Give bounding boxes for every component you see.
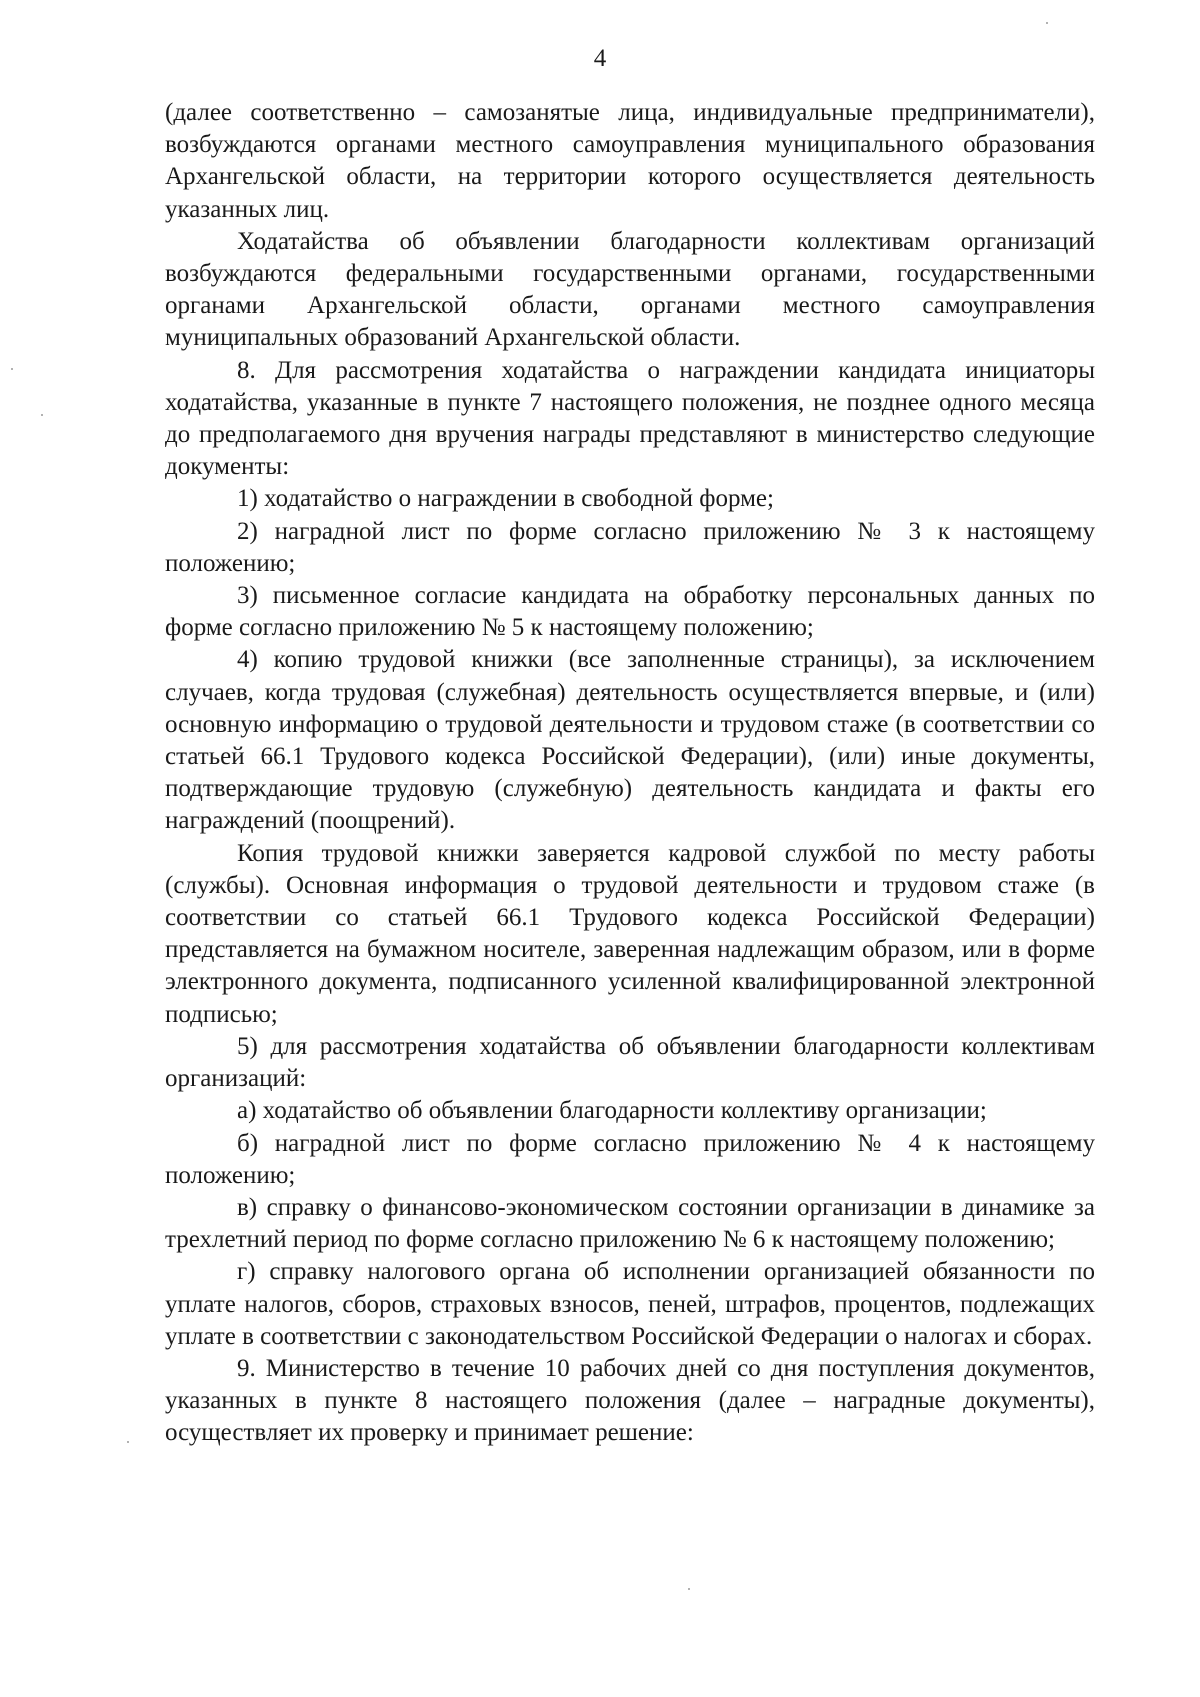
- list-item-5g: г) справку налогового органа об исполнении организацией обязанности по уплате налогов, сборов, страховых взносов, пеней, штрафов, процентов, подлежащих уплате в соответствии с законодательством Российской Федерации о налогах и сборах.: [165, 1258, 1095, 1350]
- list-item-1: 1) ходатайство о награждении в свободной форме;: [237, 485, 774, 513]
- document-body: [165, 97, 1095, 1450]
- list-item-3: 3) письменное согласие кандидата на обработку персональных данных по форме согласно приложению № 5 к настоящему положению;: [165, 582, 1095, 642]
- scan-speck: [127, 1441, 129, 1443]
- scan-speck: [11, 368, 13, 370]
- paragraph-employment-book-copy: Копия трудовой книжки заверяется кадровой службой по месту работы (службы). Основная информация о трудовой деятельности и трудовом стаже (в соответствии со статьей 66.1 Трудового кодекса Российской Федерации) представляется на бумажном носителе, заверенная надлежащим образом, или в форме электронного документа, подписанного усиленной квалифицированной электронной подписью;: [165, 839, 1095, 1028]
- list-item-4: 4) копию трудовой книжки (все заполненные страницы), за исключением случаев, когда трудовая (служебная) деятельность осуществляется впервые, и (или) основную информацию о трудовой деятельности и трудовом стаже (в соответствии со статьей 66.1 Трудового кодекса Российской Федерации), (или) иные документы, подтверждающие трудовую (служебную) деятельность кандидата и факты его награждений (поощрений).: [165, 646, 1095, 835]
- scan-speck: [41, 414, 43, 416]
- scan-speck: [688, 1588, 690, 1590]
- list-item-5b: б) наградной лист по форме согласно приложению № 4 к настоящему положению;: [165, 1129, 1095, 1189]
- list-item-5v: в) справку о финансово-экономическом состоянии организации в динамике за трехлетний период по форме согласно приложению № 6 к настоящему положению;: [165, 1193, 1095, 1254]
- paragraph-clause-8: 8. Для рассмотрения ходатайства о награждении кандидата инициаторы ходатайства, указанные в пункте 7 настоящего положения, не позднее одного месяца до предполагаемого дня вручения награды представляют в министерство следующие документы:: [165, 356, 1095, 481]
- list-item-2: 2) наградной лист по форме согласно приложению № 3 к настоящему положению;: [165, 517, 1095, 577]
- list-item-5a: а) ходатайство об объявлении благодарности коллективу организации;: [237, 1097, 987, 1125]
- list-item-5: 5) для рассмотрения ходатайства об объявлении благодарности коллективам организаций:: [165, 1032, 1095, 1093]
- scan-speck: [1046, 22, 1048, 24]
- paragraph-continuation: (далее соответственно – самозанятые лица, индивидуальные предприниматели), возбуждаются органами местного самоуправления муниципального образования Архангельской области, на территории которого осуществляется деятельность указанных лиц.: [165, 99, 1095, 223]
- paragraph-petitions-collectives: Ходатайства об объявлении благодарности коллективам организаций возбуждаются федеральными государственными органами, государственными органами Архангельской области, органами местного самоуправления муниципальных образований Архангельской области.: [165, 227, 1095, 352]
- paragraph-clause-9: 9. Министерство в течение 10 рабочих дней со дня поступления документов, указанных в пункте 8 настоящего положения (далее – наградные документы), осуществляет их проверку и принимает решение:: [165, 1354, 1095, 1447]
- page-number: 4: [593, 45, 607, 72]
